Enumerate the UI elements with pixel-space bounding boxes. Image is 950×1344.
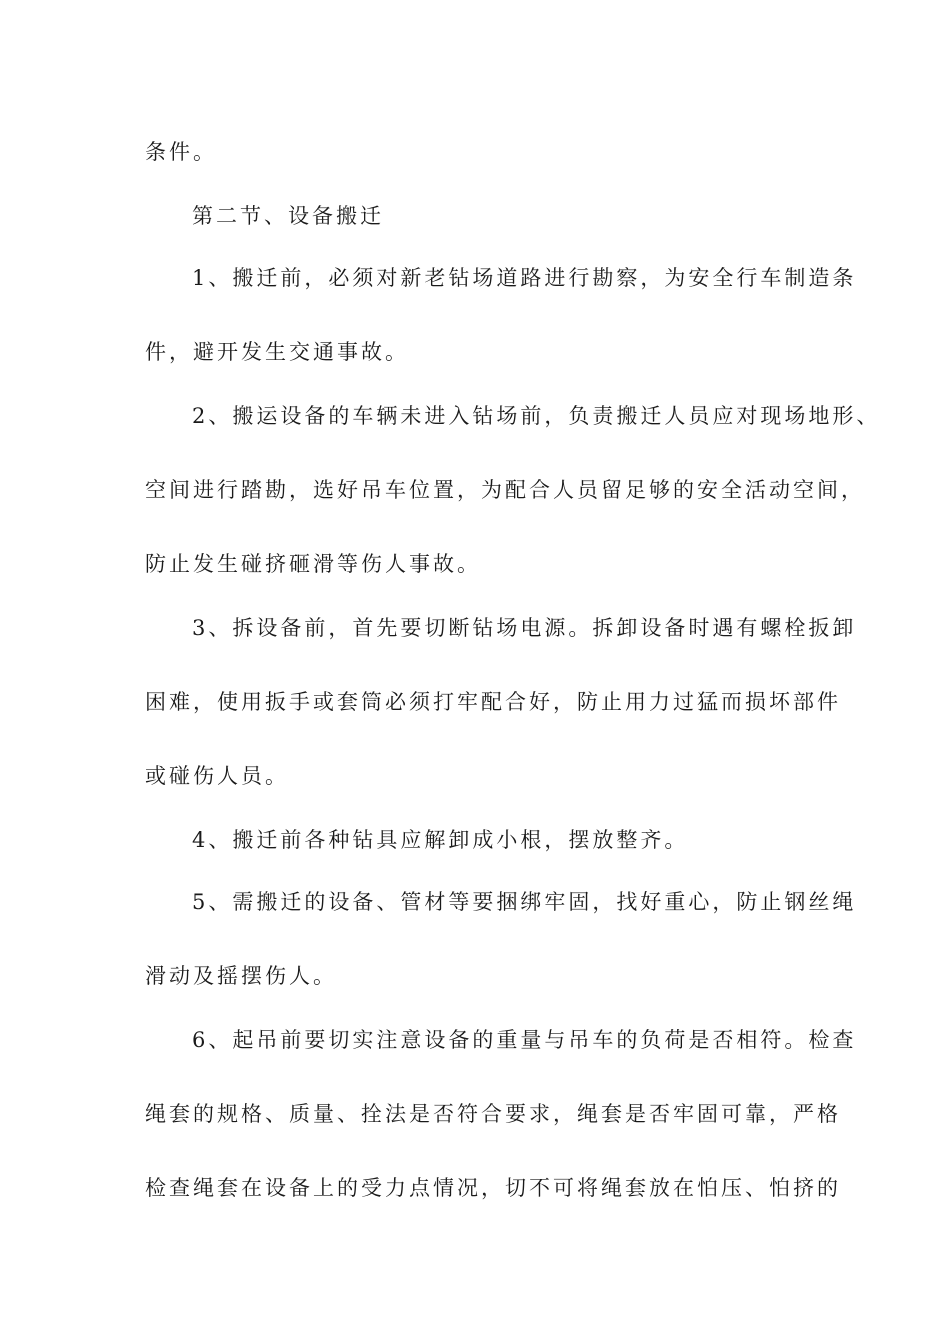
text-line-10: 或碰伤人员。 xyxy=(145,764,289,788)
text-line-3: 1、搬迁前，必须对新老钻场道路进行勘察，为安全行车制造条 xyxy=(192,266,857,290)
text-line-11: 4、搬迁前各种钻具应解卸成小根，摆放整齐。 xyxy=(192,828,689,852)
text-line-14: 6、起吊前要切实注意设备的重量与吊车的负荷是否相符。检查 xyxy=(192,1028,857,1052)
text-line-1: 条件。 xyxy=(145,140,217,164)
text-line-7: 防止发生碰挤砸滑等伤人事故。 xyxy=(145,552,481,576)
text-line-4: 件，避开发生交通事故。 xyxy=(145,340,409,364)
text-line-12: 5、需搬迁的设备、管材等要捆绑牢固，找好重心，防止钢丝绳 xyxy=(192,890,857,914)
text-line-9: 困难，使用扳手或套筒必须打牢配合好，防止用力过猛而损坏部件 xyxy=(145,690,841,714)
text-line-13: 滑动及摇摆伤人。 xyxy=(145,964,337,988)
section-heading: 第二节、设备搬迁 xyxy=(192,204,384,228)
text-line-5: 2、搬运设备的车辆未进入钻场前，负责搬迁人员应对现场地形、 xyxy=(192,404,881,428)
text-line-15: 绳套的规格、质量、拴法是否符合要求，绳套是否牢固可靠，严格 xyxy=(145,1102,841,1126)
text-line-16: 检查绳套在设备上的受力点情况，切不可将绳套放在怕压、怕挤的 xyxy=(145,1176,841,1200)
text-line-6: 空间进行踏勘，选好吊车位置，为配合人员留足够的安全活动空间， xyxy=(145,478,865,502)
text-line-8: 3、拆设备前，首先要切断钻场电源。拆卸设备时遇有螺栓扳卸 xyxy=(192,616,857,640)
